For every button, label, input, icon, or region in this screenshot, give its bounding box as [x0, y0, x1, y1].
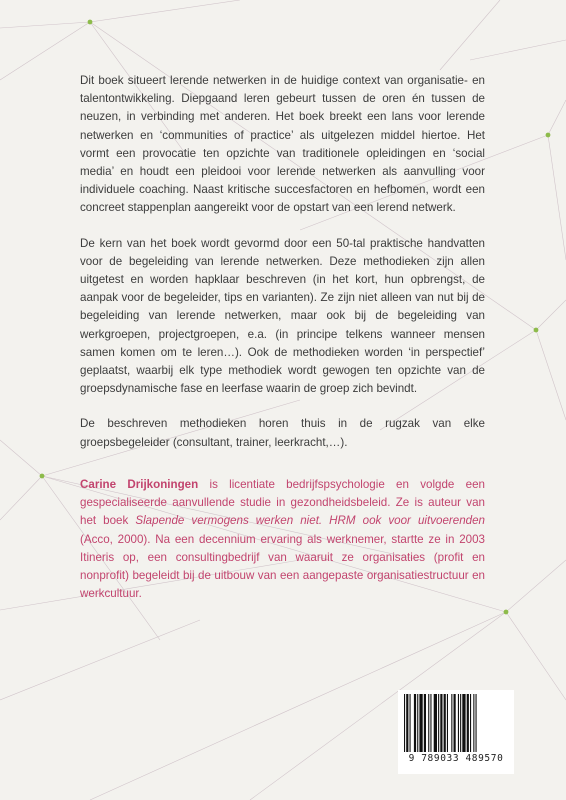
blurb-paragraph-1: Dit boek situeert lerende netwerken in de huidige context van organisatie- en talentontwikkeling. Diepgaand leren gebeurt tussen de oren én tussen de neuzen, in verbinding met anderen. Het boek breekt een lans voor lerende netwerken en ‘communities of practice’ als uitgelezen middel hiertoe. Het vormt een provocatie ten opzichte van traditionele opleidingen en ‘social media’ en houdt een pleidooi voor lerende netwerken als aanvulling voor individuele coaching. Naast kritische succesfactoren en hefbomen, wordt een concreet stappenplan aangereikt voor de opstart van een lerend netwerk. — [80, 74, 485, 215]
network-node — [546, 133, 551, 138]
network-node — [40, 474, 45, 479]
blurb-paragraph-3: De beschreven methodieken horen thuis in de rugzak van elke groepsbegeleider (consultant, trainer, leerkracht,…). — [80, 417, 485, 449]
network-node — [88, 20, 93, 25]
author-bio — [80, 476, 485, 603]
author-name: Carine Drijkoningen — [80, 478, 199, 491]
blurb-text — [80, 72, 485, 469]
blurb-paragraph-2: De kern van het boek wordt gevormd door een 50-tal praktische handvatten voor de begeleiding van lerende netwerken. Deze methodieken zijn allen uitgetest en worden hapklaar beschreven (in het kort, hun opbrengst, de aanpak voor de begeleider, tips en varianten). Ze zijn niet alleen van nut bij de begeleiding van lerende netwerken, maar ook bij de begeleiding van werkgroepen, projectgroepen, e.a. (in principe telkens wanneer mensen samen komen om te leren…). Ook de methodieken worden ‘in perspectief’ geplaatst, waarbij elk type methodiek wordt gewogen ten opzichte van de groepsdynamische fase en leerfase waarin de groep zich bevindt. — [80, 236, 485, 396]
isbn-barcode — [398, 690, 514, 774]
barcode-bars — [404, 694, 508, 752]
network-node — [504, 610, 509, 615]
author-book-title: Slapende vermogens werken niet. HRM ook voor uitvoerenden — [135, 514, 486, 528]
author-bio-text-2: (Acco, 2000). Na een decennium ervaring als werknemer, startte ze in 2003 Itineris op, een consultingbedrijf van waaruit ze organisaties (profit en nonprofit) begeleidt bij de uitbouw van een aangepaste organisatiestructuur en werkcultuur. — [80, 532, 485, 601]
author-bio-text-1: is licentiate bedrijfspsychologie en volgde een gespecialiseerde aanvullende studie in gezondheidsbeleid. Ze is auteur van het boek — [80, 478, 485, 528]
network-node — [534, 328, 539, 333]
isbn-number: 9 789033 489570 — [408, 753, 504, 764]
